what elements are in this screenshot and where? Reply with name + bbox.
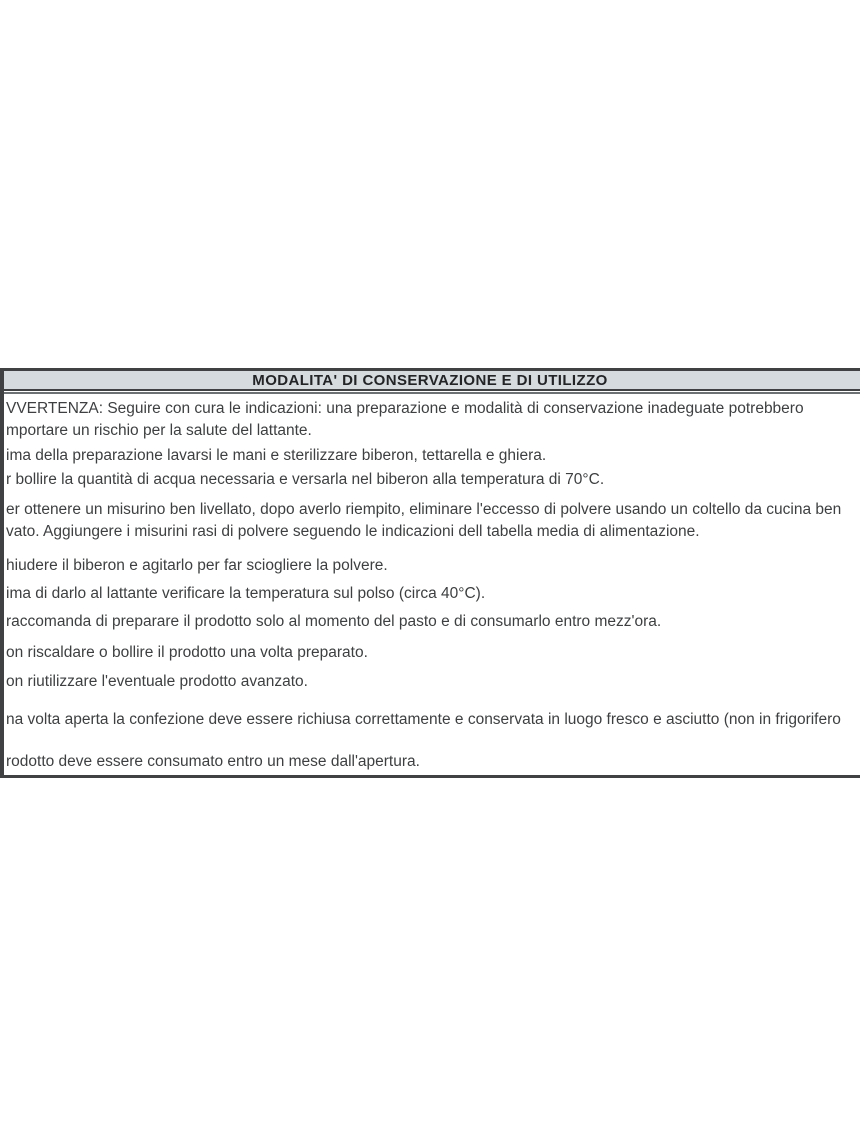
text-line: VVERTENZA: Seguire con cura le indicazioni: una preparazione e modalità di conservazione inadeguate potrebbero xyxy=(6,400,804,417)
text-line: er ottenere un misurino ben livellato, dopo averlo riempito, eliminare l'eccesso di polvere usando un coltello da cucina ben xyxy=(6,501,842,518)
text-line: mportare un rischio per la salute del lattante. xyxy=(6,422,312,439)
text-line: na volta aperta la confezione deve essere richiusa correttamente e conservata in luogo fresco e asciutto (non in frigorifero xyxy=(6,711,841,728)
section-title: MODALITA' DI CONSERVAZIONE E DI UTILIZZO xyxy=(252,371,608,389)
text-line: ima di darlo al lattante verificare la temperatura sul polso (circa 40°C). xyxy=(6,585,486,602)
text-line: vato. Aggiungere i misurini rasi di polvere seguendo le indicazioni dell tabella media di alimentazione. xyxy=(6,523,700,540)
section-header-bar xyxy=(0,368,860,391)
text-line: on riutilizzare l'eventuale prodotto avanzato. xyxy=(6,673,308,690)
text-line: r bollire la quantità di acqua necessaria e versarla nel biberon alla temperatura di 70°C. xyxy=(6,471,605,488)
text-line: raccomanda di preparare il prodotto solo al momento del pasto e di consumarlo entro mezz'ora. xyxy=(6,613,662,630)
text-line: ima della preparazione lavarsi le mani e sterilizzare biberon, tettarella e ghiera. xyxy=(6,447,547,464)
text-line: rodotto deve essere consumato entro un mese dall'apertura. xyxy=(6,753,420,770)
text-line: hiudere il biberon e agitarlo per far sciogliere la polvere. xyxy=(6,557,388,574)
header-divider-line xyxy=(0,392,860,394)
text-line: on riscaldare o bollire il prodotto una volta preparato. xyxy=(6,644,368,661)
table-bottom-border xyxy=(0,775,860,778)
table-left-border xyxy=(0,368,4,778)
